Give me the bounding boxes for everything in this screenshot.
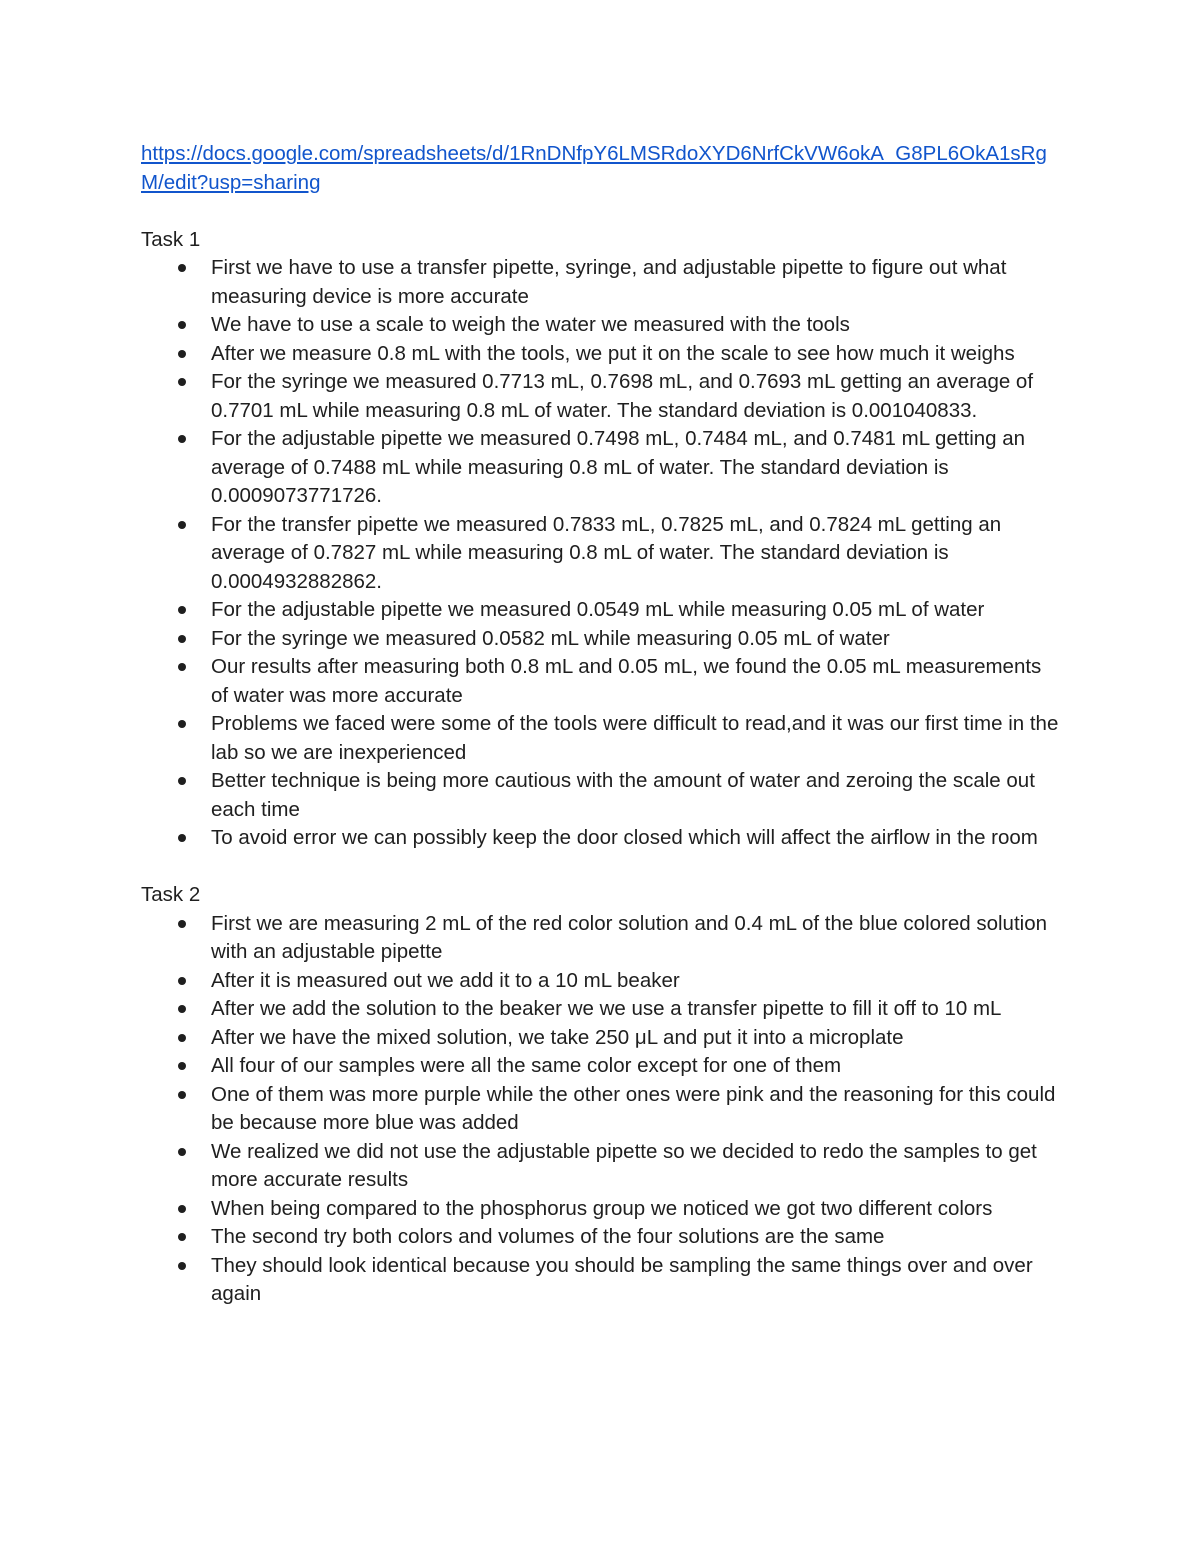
bullet-icon [178, 264, 186, 272]
list-item [211, 311, 1060, 340]
list-item-text: When being compared to the phosphorus group we noticed we got two different colors [211, 1196, 993, 1220]
list-item-text: For the syringe we measured 0.0582 mL while measuring 0.05 mL of water [211, 626, 890, 650]
list-item-text: After we measure 0.8 mL with the tools, we put it on the scale to see how much it weighs [211, 341, 1015, 365]
list-item-text: All four of our samples were all the same color except for one of them [211, 1054, 842, 1077]
bullet-icon [178, 378, 186, 386]
list-item-text: Problems we faced were some of the tools were difficult to read,and it was our first time in the lab so we are inexperienced [211, 712, 1059, 764]
list-item-text: After it is measured out we add it to a 10 mL beaker [211, 968, 680, 992]
bullet-icon [178, 521, 186, 529]
bullet-icon [178, 1205, 186, 1213]
bullet-icon [178, 435, 186, 443]
list-item-text: Our results after measuring both 0.8 mL and 0.05 mL, we found the 0.05 mL measurements of water was more accurate [211, 655, 1042, 707]
bullet-icon [178, 635, 186, 643]
list-item [211, 254, 1060, 311]
list-item [211, 1138, 1060, 1195]
list-item-text: Better technique is being more cautious with the amount of water and zeroing the scale out each time [211, 769, 1035, 821]
task-title: Task 1 [141, 227, 201, 251]
bullet-icon [178, 663, 186, 671]
list-item-text: They should look identical because you should be sampling the same things over and over again [211, 1253, 1033, 1305]
list-item-text: One of them was more purple while the other ones were pink and the reasoning for this could be because more blue was added [211, 1082, 1056, 1134]
bullet-icon [178, 1062, 186, 1070]
list-item [211, 1081, 1060, 1138]
task-section [141, 881, 1060, 1309]
bullet-icon [178, 977, 186, 985]
list-item [211, 425, 1060, 511]
list-item [211, 511, 1060, 597]
list-item [211, 1195, 1060, 1224]
list-item [211, 710, 1060, 767]
list-item [211, 1052, 1060, 1081]
spreadsheet-link[interactable]: https://docs.google.com/spreadsheets/d/1RnDNfpY6LMSRdoXYD6NrfCkVW6okA_G8PL6OkA1sRgM/edit?usp=sharing [141, 142, 1047, 194]
task-bullet-list [141, 254, 1060, 853]
bullet-icon [178, 834, 186, 842]
list-item [211, 910, 1060, 967]
list-item-text: First we have to use a transfer pipette, syringe, and adjustable pipette to figure out what measuring device is more accurate [211, 256, 1007, 308]
bullet-icon [178, 1233, 186, 1241]
list-item [211, 995, 1060, 1024]
list-item [211, 1024, 1060, 1053]
list-item [211, 824, 1060, 853]
bullet-icon [178, 321, 186, 329]
bullet-icon [178, 1148, 186, 1156]
list-item [211, 340, 1060, 369]
blank-line [141, 853, 1060, 882]
task-section [141, 226, 1060, 853]
task-title: Task 2 [141, 883, 201, 906]
task-bullet-list [141, 910, 1060, 1309]
list-item-text: We have to use a scale to weigh the water we measured with the tools [211, 313, 850, 336]
list-item [211, 596, 1060, 625]
list-item [211, 653, 1060, 710]
list-item-text: For the adjustable pipette we measured 0.7498 mL, 0.7484 mL, and 0.7481 mL getting an average of 0.7488 mL while measuring 0.8 mL of water. The standard deviation is 0.0009073771726. [211, 427, 1026, 507]
list-item-text: For the adjustable pipette we measured 0.0549 mL while measuring 0.05 mL of water [211, 598, 985, 621]
list-item-text: We realized we did not use the adjustable pipette so we decided to redo the samples to get more accurate results [211, 1139, 1037, 1191]
list-item [211, 1252, 1060, 1309]
list-item [211, 1223, 1060, 1252]
bullet-icon [178, 920, 186, 928]
blank-line [141, 197, 1060, 226]
bullet-icon [178, 1262, 186, 1270]
bullet-icon [178, 720, 186, 728]
bullet-icon [178, 1034, 186, 1042]
list-item-text: After we have the mixed solution, we take 250 μL and put it into a microplate [211, 1025, 904, 1049]
list-item [211, 368, 1060, 425]
list-item-text: For the transfer pipette we measured 0.7833 mL, 0.7825 mL, and 0.7824 mL getting an average of 0.7827 mL while measuring 0.8 mL of water. The standard deviation is 0.0004932882862. [211, 512, 1002, 593]
list-item-text: The second try both colors and volumes of the four solutions are the same [211, 1225, 885, 1248]
list-item [211, 967, 1060, 996]
bullet-icon [178, 1091, 186, 1099]
bullet-icon [178, 350, 186, 358]
list-item-text: To avoid error we can possibly keep the door closed which will affect the airflow in the room [211, 826, 1038, 849]
bullet-icon [178, 606, 186, 614]
list-item-text: After we add the solution to the beaker we we use a transfer pipette to fill it off to 10 mL [211, 997, 1002, 1020]
list-item-text: First we are measuring 2 mL of the red color solution and 0.4 mL of the blue colored solution with an adjustable pipette [211, 911, 1048, 963]
list-item [211, 625, 1060, 654]
bullet-icon [178, 1005, 186, 1013]
list-item-text: For the syringe we measured 0.7713 mL, 0.7698 mL, and 0.7693 mL getting an average of 0.7701 mL while measuring 0.8 mL of water. The standard deviation is 0.001040833. [211, 370, 1034, 422]
list-item [211, 767, 1060, 824]
bullet-icon [178, 777, 186, 785]
